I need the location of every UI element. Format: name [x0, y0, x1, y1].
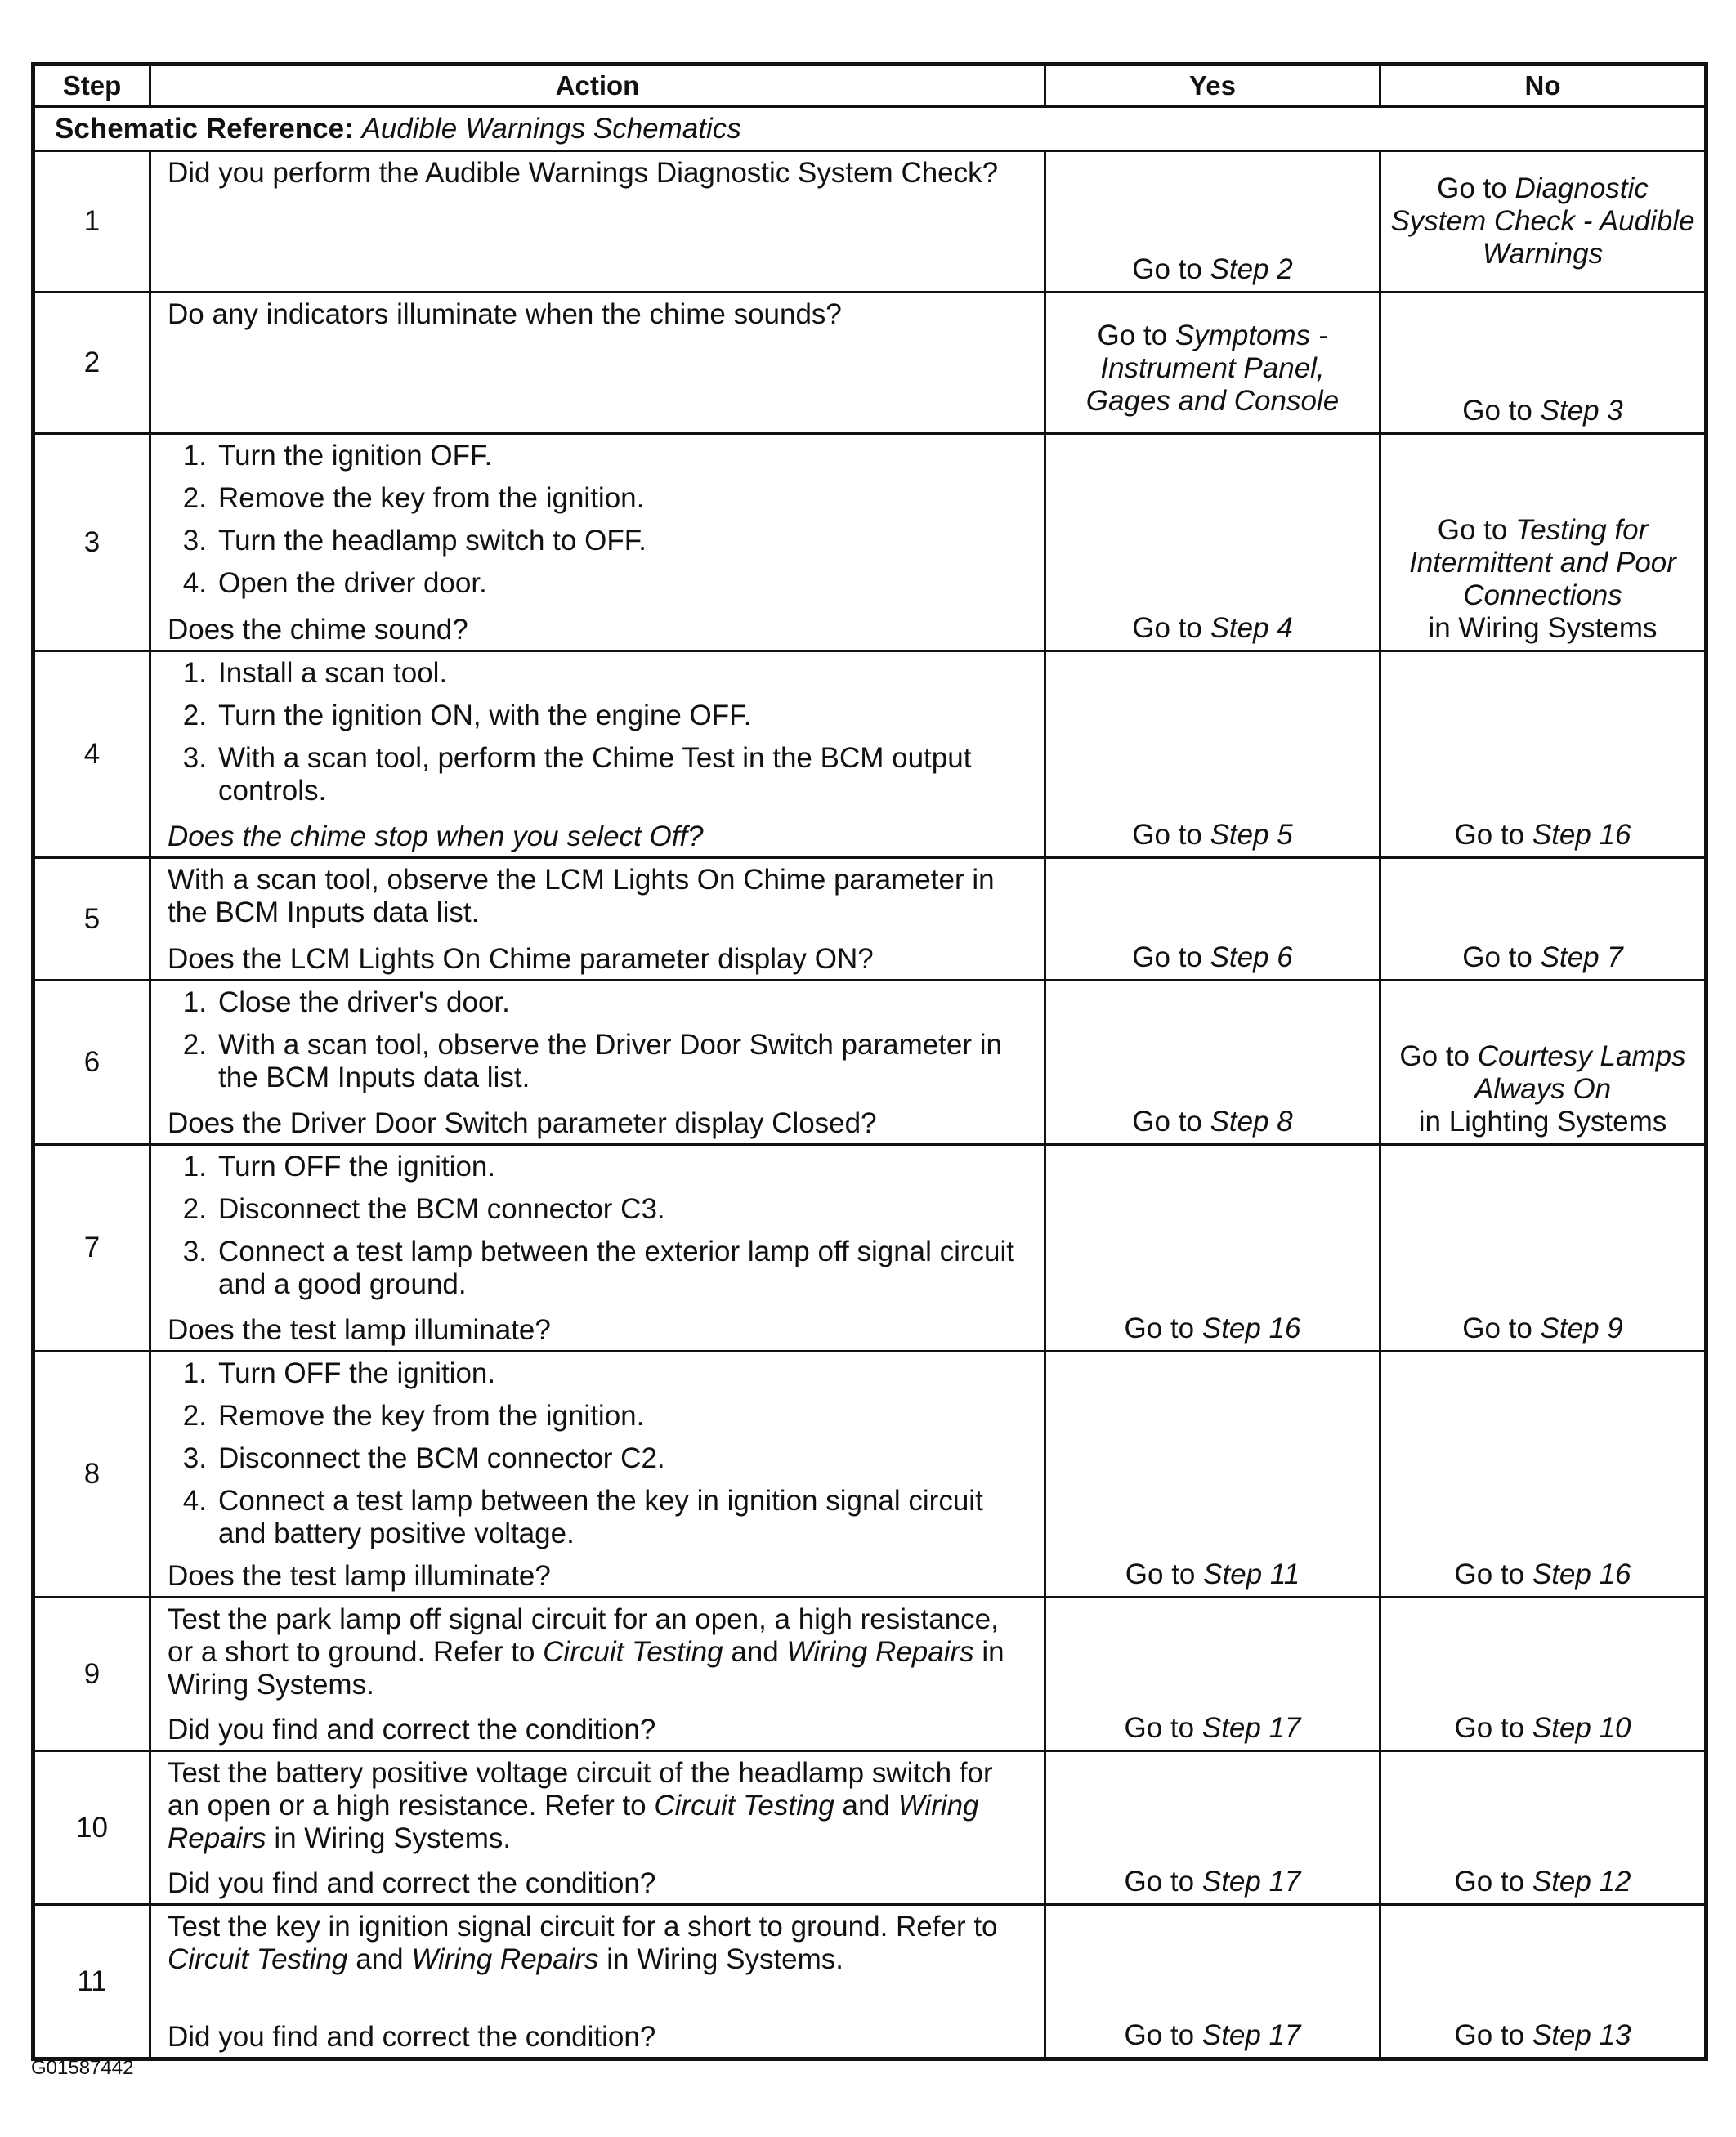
list-item: 3. Turn the headlamp switch to OFF.	[182, 525, 647, 557]
yes-cell	[1045, 858, 1380, 981]
yes-cell	[1045, 1352, 1380, 1598]
list-item: 2. Disconnect the BCM connector C3.	[182, 1193, 665, 1225]
action-question: Does the LCM Lights On Chime parameter display ON?	[168, 943, 874, 975]
no-cell	[1380, 858, 1707, 981]
list-item: 1. Turn OFF the ignition.	[182, 1357, 496, 1389]
no-suffix: in Wiring Systems	[1428, 612, 1658, 644]
action-cell	[150, 651, 1045, 858]
step-number: 6	[34, 981, 150, 1145]
no-link[interactable]: Courtesy Lamps Always On	[1474, 1040, 1686, 1105]
step-number: 10	[34, 1751, 150, 1905]
action-question: Does the test lamp illuminate?	[168, 1560, 551, 1592]
step-number: 2	[34, 293, 150, 434]
no-link[interactable]: Step 10	[1532, 1712, 1631, 1744]
action-cell	[150, 858, 1045, 981]
action-cell	[150, 1598, 1045, 1751]
action-steps	[168, 657, 1027, 817]
step-number: 1	[34, 151, 150, 293]
circuit-testing-link[interactable]: Circuit Testing	[543, 1636, 723, 1668]
action-steps	[168, 1357, 1027, 1560]
list-item: 2. Turn the ignition ON, with the engine OFF.	[182, 700, 752, 731]
no-link[interactable]: Step 13	[1532, 2019, 1631, 2051]
list-item: 1. Close the driver's door.	[182, 986, 510, 1018]
table-row	[34, 434, 1707, 651]
no-prefix: Go to	[1454, 1712, 1525, 1744]
action-cell	[150, 1352, 1045, 1598]
yes-cell	[1045, 151, 1380, 293]
action-cell	[150, 1145, 1045, 1352]
no-link[interactable]: Step 12	[1532, 1866, 1631, 1898]
no-link[interactable]: Step 9	[1540, 1312, 1623, 1344]
table-row	[34, 858, 1707, 981]
step-number: 3	[34, 434, 150, 651]
yes-cell	[1045, 293, 1380, 434]
no-cell	[1380, 651, 1707, 858]
yes-link[interactable]: Step 6	[1210, 941, 1293, 973]
yes-link[interactable]: Step 4	[1210, 612, 1293, 644]
list-item: 3. Disconnect the BCM connector C2.	[182, 1442, 665, 1474]
action-cell	[150, 293, 1045, 434]
header-step: Step	[34, 65, 150, 107]
action-text: Test the key in ignition signal circuit for a short to ground. Refer to Circuit Testing and Wiring Repairs in Wiring Systems.	[168, 1911, 998, 1975]
no-link[interactable]: Diagnostic System Check - Audible Warnings	[1390, 172, 1695, 270]
yes-prefix: Go to	[1124, 1312, 1195, 1344]
action-steps	[168, 1151, 1027, 1311]
schematic-row	[34, 107, 1707, 151]
yes-prefix: Go to	[1125, 1558, 1196, 1590]
schematic-reference	[34, 107, 1707, 151]
yes-link[interactable]: Step 17	[1201, 2019, 1301, 2051]
table-row	[34, 1352, 1707, 1598]
list-item: 3. Connect a test lamp between the exterior lamp off signal circuit and a good ground.	[182, 1236, 1015, 1300]
no-cell	[1380, 1905, 1707, 2059]
action-question: Did you find and correct the condition?	[168, 1867, 656, 1899]
no-link[interactable]: Step 7	[1540, 941, 1623, 973]
yes-cell	[1045, 1751, 1380, 1905]
circuit-testing-link[interactable]: Circuit Testing	[168, 1943, 348, 1975]
yes-cell	[1045, 434, 1380, 651]
no-cell	[1380, 1145, 1707, 1352]
header-no: No	[1380, 65, 1707, 107]
schematic-value: Audible Warnings Schematics	[361, 112, 741, 145]
table-row	[34, 1905, 1707, 2059]
list-item: 1. Install a scan tool.	[182, 657, 448, 689]
yes-prefix: Go to	[1124, 1712, 1195, 1744]
step-number: 7	[34, 1145, 150, 1352]
yes-link[interactable]: Step 5	[1210, 819, 1293, 851]
yes-prefix: Go to	[1132, 941, 1202, 973]
no-cell	[1380, 434, 1707, 651]
no-cell	[1380, 293, 1707, 434]
no-link[interactable]: Step 16	[1532, 1558, 1631, 1590]
yes-link[interactable]: Step 11	[1203, 1558, 1300, 1590]
action-cell	[150, 434, 1045, 651]
action-text: Test the battery positive voltage circuit of the headlamp switch for an open or a high resistance. Refer to Circuit Testing and Wiring Repairs in Wiring Systems.	[168, 1757, 993, 1854]
table-row	[34, 1751, 1707, 1905]
no-cell	[1380, 1598, 1707, 1751]
table-row	[34, 981, 1707, 1145]
yes-prefix: Go to	[1132, 253, 1202, 285]
yes-cell	[1045, 1145, 1380, 1352]
no-prefix: Go to	[1454, 1558, 1525, 1590]
action-question: Did you find and correct the condition?	[168, 1714, 656, 1746]
action-text: Test the park lamp off signal circuit for an open, a high resistance, or a short to ground. Refer to Circuit Testing and Wiring Repairs in Wiring Systems.	[168, 1603, 1004, 1701]
yes-link[interactable]: Step 16	[1201, 1312, 1301, 1344]
header-action: Action	[150, 65, 1045, 107]
yes-cell	[1045, 1598, 1380, 1751]
yes-prefix: Go to	[1132, 1106, 1202, 1138]
schematic-label: Schematic Reference:	[55, 112, 354, 145]
action-cell	[150, 151, 1045, 293]
table-row	[34, 1145, 1707, 1352]
no-prefix: Go to	[1454, 2019, 1525, 2051]
wiring-repairs-link[interactable]: Wiring Repairs	[786, 1636, 974, 1668]
yes-link[interactable]: Step 17	[1201, 1866, 1301, 1898]
table-row	[34, 651, 1707, 858]
yes-prefix: Go to	[1132, 612, 1202, 644]
yes-prefix: Go to	[1124, 2019, 1195, 2051]
no-prefix: Go to	[1437, 514, 1508, 546]
no-link[interactable]: Step 3	[1540, 395, 1623, 427]
action-question: Does the chime stop when you select Off?	[168, 820, 704, 852]
no-prefix: Go to	[1454, 819, 1525, 851]
list-item: 3. With a scan tool, perform the Chime Test in the BCM output controls.	[182, 742, 972, 807]
wiring-repairs-link[interactable]: Wiring Repairs	[168, 1790, 979, 1854]
no-link[interactable]: Testing for Intermittent and Poor Connections	[1409, 514, 1676, 611]
diagnostic-table	[31, 62, 1708, 2061]
no-prefix: Go to	[1462, 941, 1532, 973]
yes-cell	[1045, 1905, 1380, 2059]
action-cell	[150, 1751, 1045, 1905]
no-cell	[1380, 1751, 1707, 1905]
no-prefix: Go to	[1462, 1312, 1532, 1344]
step-number: 5	[34, 858, 150, 981]
no-suffix: in Lighting Systems	[1418, 1106, 1667, 1138]
list-item: 4. Connect a test lamp between the key in ignition signal circuit and battery positive voltage.	[182, 1485, 983, 1549]
no-prefix: Go to	[1437, 172, 1507, 204]
yes-prefix: Go to	[1124, 1866, 1195, 1898]
no-prefix: Go to	[1399, 1040, 1470, 1072]
action-steps	[168, 986, 1027, 1104]
figure-id: G01587442	[31, 2057, 134, 2079]
no-cell	[1380, 151, 1707, 293]
yes-cell	[1045, 981, 1380, 1145]
list-item: 2. Remove the key from the ignition.	[182, 482, 645, 514]
list-item: 2. Remove the key from the ignition.	[182, 1400, 645, 1432]
action-text: Did you perform the Audible Warnings Diagnostic System Check?	[168, 157, 999, 189]
table-row	[34, 293, 1707, 434]
yes-cell	[1045, 651, 1380, 858]
no-link[interactable]: Step 16	[1532, 819, 1631, 851]
action-text: Do any indicators illuminate when the chime sounds?	[168, 298, 842, 330]
yes-link[interactable]: Step 8	[1210, 1106, 1293, 1138]
yes-prefix: Go to	[1132, 819, 1202, 851]
yes-link[interactable]: Step 17	[1201, 1712, 1301, 1744]
no-prefix: Go to	[1454, 1866, 1525, 1898]
action-cell	[150, 981, 1045, 1145]
action-steps	[168, 440, 1027, 610]
list-item: 4. Open the driver door.	[182, 567, 487, 599]
action-question: Does the Driver Door Switch parameter display Closed?	[168, 1107, 877, 1139]
list-item: 1. Turn OFF the ignition.	[182, 1151, 496, 1183]
yes-prefix: Go to	[1097, 320, 1168, 351]
step-number: 11	[34, 1905, 150, 2059]
no-prefix: Go to	[1462, 395, 1532, 427]
action-question: Does the chime sound?	[168, 614, 468, 646]
no-cell	[1380, 981, 1707, 1145]
yes-link[interactable]: Step 2	[1210, 253, 1293, 285]
wiring-repairs-link[interactable]: Wiring Repairs	[411, 1943, 599, 1975]
header-row	[34, 65, 1707, 107]
yes-link[interactable]: Symptoms - Instrument Panel, Gages and Console	[1085, 320, 1340, 417]
step-number: 8	[34, 1352, 150, 1598]
step-number: 9	[34, 1598, 150, 1751]
action-cell	[150, 1905, 1045, 2059]
circuit-testing-link[interactable]: Circuit Testing	[654, 1790, 834, 1822]
step-number: 4	[34, 651, 150, 858]
list-item: 2. With a scan tool, observe the Driver Door Switch parameter in the BCM Inputs data list.	[182, 1029, 1002, 1093]
action-question: Does the test lamp illuminate?	[168, 1314, 551, 1346]
table-row	[34, 1598, 1707, 1751]
header-yes: Yes	[1045, 65, 1380, 107]
no-cell	[1380, 1352, 1707, 1598]
action-text: With a scan tool, observe the LCM Lights On Chime parameter in the BCM Inputs data list.	[168, 864, 995, 928]
list-item: 1. Turn the ignition OFF.	[182, 440, 493, 472]
action-question: Did you find and correct the condition?	[168, 2021, 656, 2053]
table-row	[34, 151, 1707, 293]
